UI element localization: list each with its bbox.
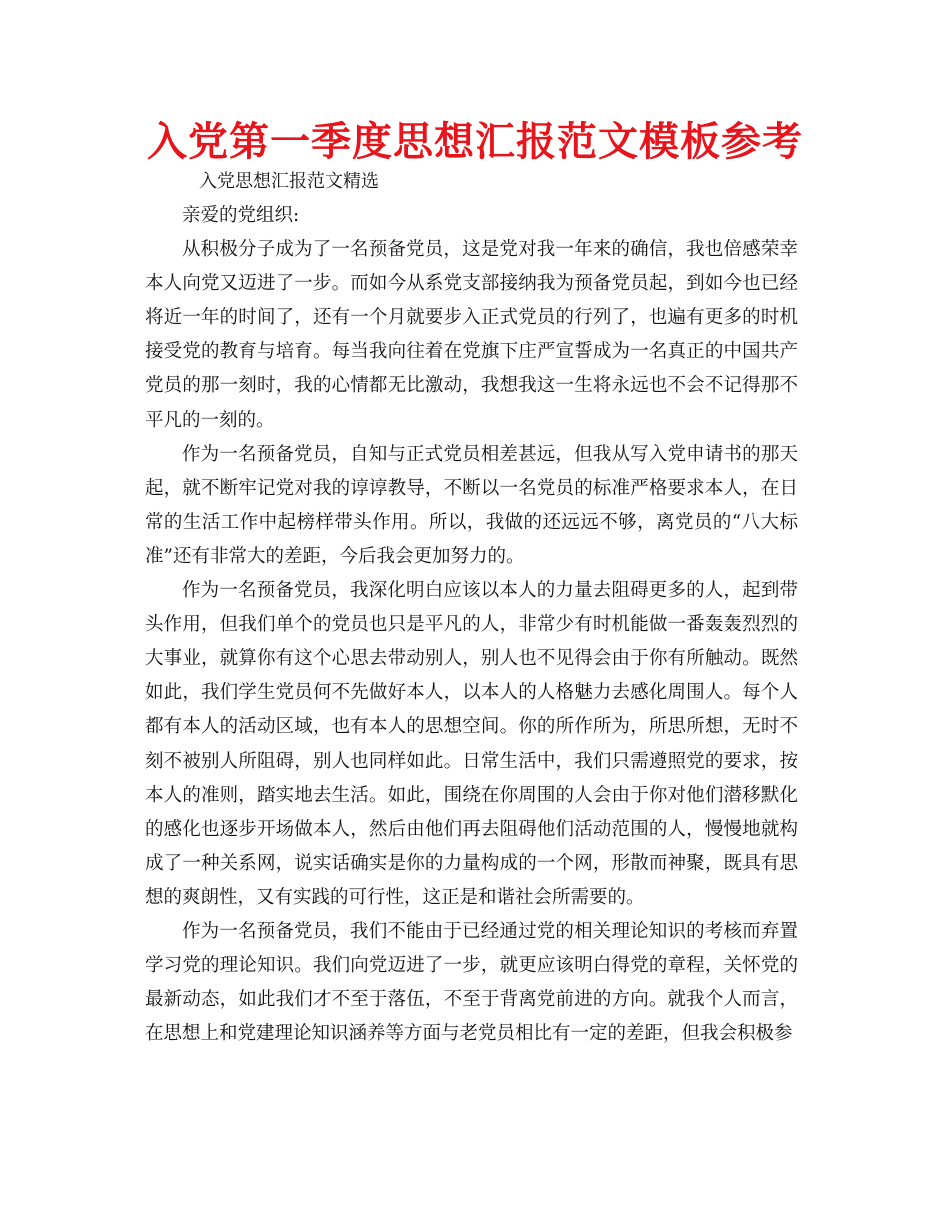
body-paragraph-1: 从积极分子成为了一名预备党员，这是党对我一年来的确信，我也倍感荣幸本人向党又迈进了一步。而如今从系党支部接纳我为预备党员起，到如今也已经将近一年的时间了，还有一个月就要步入正式党员的行列了，也遍有更多的时机接受党的教育与培育。每当我向往着在党旗下庄严宣誓成为一名真正的中国共产党员的那一刻时，我的心情都无比激动，我想我这一生将永远也不会不记得那不平凡的一刻的。 — [145, 239, 798, 431]
document-subtitle: 入党思想汇报范文精选 — [199, 171, 379, 192]
body-paragraph-2: 作为一名预备党员，自知与正式党员相差甚远，但我从写入党申请书的那天起，就不断牢记党对我的谆谆教导，不断以一名党员的标准严格要求本人，在日常的生活工作中起榜样带头作用。所以，我做的还远远不够，离党员的“八大标准”还有非常大的差距，今后我会更加努力的。 — [145, 443, 798, 567]
body-paragraph-3: 作为一名预备党员，我深化明白应该以本人的力量去阻碍更多的人，起到带头作用，但我们单个的党员也只是平凡的人，非常少有时机能做一番轰轰烈烈的大事业，就算你有这个心思去带动别人，别人也不见得会由于你有所触动。既然如此，我们学生党员何不先做好本人，以本人的人格魅力去感化周围人。每个人都有本人的活动区域，也有本人的思想空间。你的所作所为，所思所想，无时不刻不被别人所阻碍，别人也同样如此。日常生活中，我们只需遵照党的要求，按本人的准则，踏实地去生活。如此，围绕在你周围的人会由于你对他们潜移默化的感化也逐步开场做本人，然后由他们再去阻碍他们活动范围的人，慢慢地就构成了一种关系网，说实话确实是你的力量构成的一个网，形散而神聚，既具有思想的爽朗性，又有实践的可行性，这正是和谐社会所需要的。 — [145, 580, 798, 908]
document-title: 入党第一季度思想汇报范文模板参考 — [147, 119, 803, 165]
greeting-line: 亲爱的党组织: — [182, 205, 300, 226]
body-paragraph-4: 作为一名预备党员，我们不能由于已经通过党的相关理论知识的考核而弃置学习党的理论知识。我们向党迈进了一步，就更应该明白得党的章程，关怀党的最新动态，如此我们才不至于落伍，不至于背离党前进的方向。就我个人而言，在思想上和党建理论知识涵养等方面与老党员相比有一定的差距，但我会积极参 — [145, 920, 798, 1045]
document-body — [145, 199, 798, 1051]
